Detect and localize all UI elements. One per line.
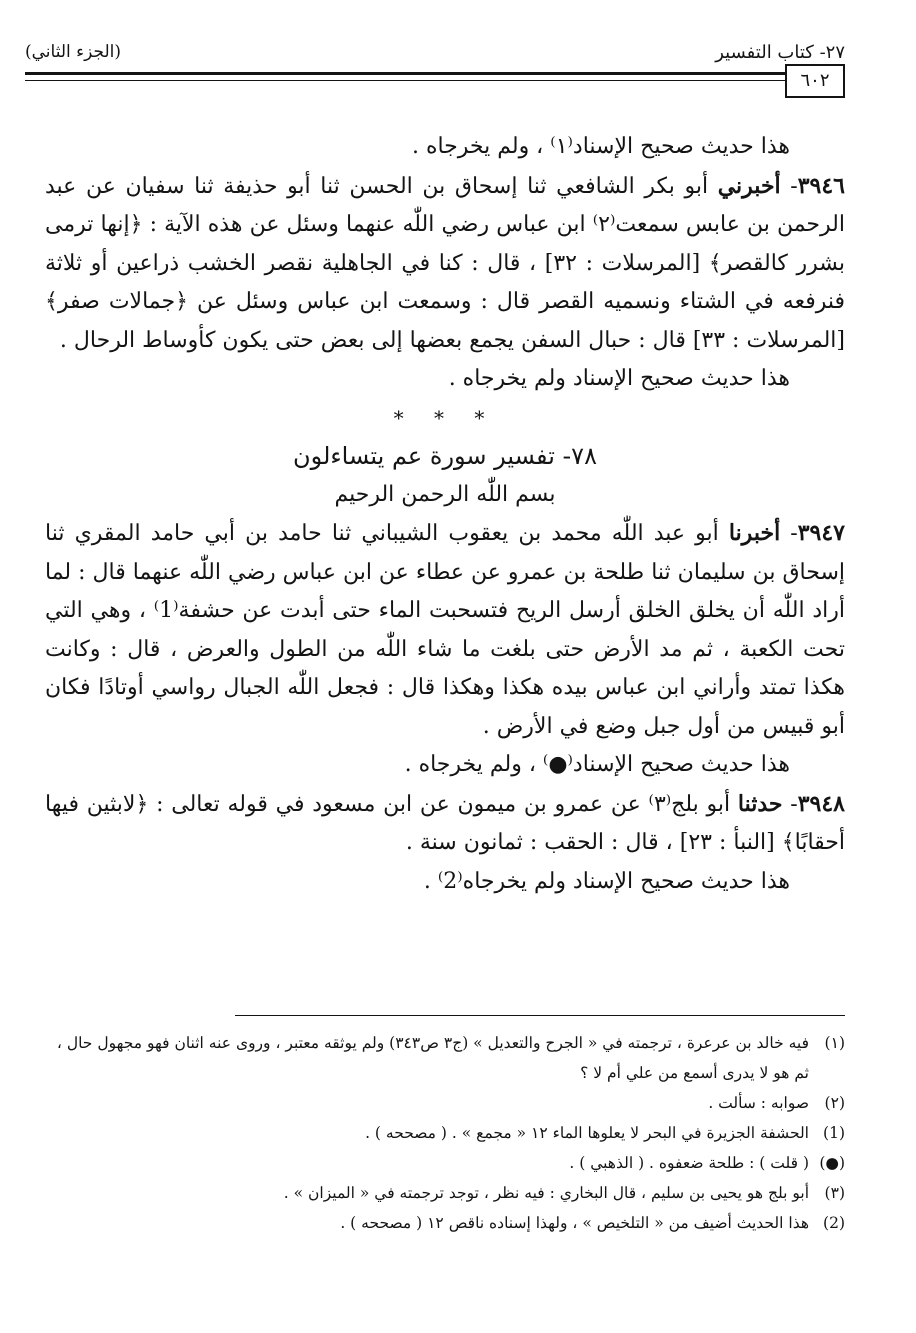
footnote-marker: (1) [823,1124,845,1142]
footnotes [45,1028,845,1238]
main-text [45,128,845,901]
footnote-text: فيه خالد بن عرعرة ، ترجمته في « الجرح والتعديل » (ج٣ ص٣٤٣) ولم يوثقه معتبر ، وروى عنه اثنان فهو مجهول حال ، ثم هو لا يدرى أسمع من علي أم لا ؟ [56,1034,809,1082]
basmala: بسم اللّٰه الرحمن الرحيم [334,481,556,507]
footnote-marker: (١) [824,1034,845,1052]
footnote-text: الحشفة الجزيرة في البحر لا يعلوها الماء ١٢ « مجمع » . ( مصححه ) . [365,1124,809,1142]
footnote [45,1208,845,1238]
footnote-marker: (٢) [824,1094,845,1112]
hadith-number: ٣٩٤٧ [797,520,845,546]
header-rule-thick [25,72,785,75]
text-line: هذا حديث صحيح الإسناد ولم يخرجاه⁽2⁾ . [423,868,790,894]
footnote [45,1088,845,1118]
text-line: هذا حديث صحيح الإسناد⁽١⁾ ، ولم يخرجاه . [411,134,790,159]
footnote-marker: (●) [819,1154,845,1172]
hadith-number: ٣٩٤٦ [797,172,845,199]
hadith-paragraph: ٣٩٤٦- أخبرني أبو بكر الشافعي ثنا إسحاق بن الحسن ثنا أبو حذيفة ثنا سفيان عن عبد الرحمن بن عابس سمعت⁽٢⁾ ابن عباس رضي اللّٰه عنهما وسئل عن هذه الآية : ﴿إنها ترمى بشرر كالقصر﴾ [المرسلات : ٣٢] ، قال : كنا في الجاهلية نقصر الخشب ذراعين أو ثلاثة فنرفعه في الشتاء ونسميه القصر قال : وسمعت ابن عباس وسئل عن ﴿جمالات صفر﴾ [المرسلات : ٣٣] قال : حبال السفن يجمع بعضها إلى بعض حتى يكون كأوساط الرحال . [45,172,845,353]
footnote-text: أبو بلج هو يحيى بن سليم ، قال البخاري : فيه نظر ، توجد ترجمته في « الميزان » . [283,1184,809,1202]
footnote-marker: (2) [823,1214,845,1232]
page-number: ٦٠٢ [785,64,845,98]
hadith-number: ٣٩٤٨ [797,790,845,817]
hadith-text: أبو بلج⁽٣⁾ عن عمرو بن ميمون عن ابن مسعود في قوله تعالى : ﴿لابثين فيها أحقابًا﴾ [النبأ : ٢٣] ، قال : الحقب : ثمانون سنة . [45,791,845,855]
hadith-paragraph: ٣٩٤٧- أخبرنا أبو عبد اللّٰه محمد بن يعقوب الشيباني ثنا حامد بن أبي حامد المقري ثنا إسحاق بن سليمان ثنا طلحة بن عمرو عن عطاء عن ابن عباس رضي اللّٰه عنهما قال : لما أراد اللّٰه أن يخلق الخلق أرسل الريح فتسحبت الماء حتى أبدت عن حشفة⁽1⁾ ، وهي التي تحت الكعبة ، ثم مد الأرض حتى بلغت ما شاء اللّٰه من الطول والعرض ، قال : وكانت هكذا تمتد وأراني ابن عباس بيده هكذا وهكذا قال : فجعل اللّٰه الجبال رواسي أوتادًا فكان أبو قبيس من أول جبل وضع في الأرض . [45,520,845,739]
volume-label: (الجزء الثاني) [25,42,122,62]
narration-keyword: حدثنا [737,790,783,817]
narration-keyword: أخبرني [717,172,781,199]
footnote [45,1028,845,1088]
hadith-paragraph: ٣٩٤٨- حدثنا أبو بلج⁽٣⁾ عن عمرو بن ميمون عن ابن مسعود في قوله تعالى : ﴿لابثين فيها أحقابًا﴾ [النبأ : ٢٣] ، قال : الحقب : ثمانون سنة . [45,790,845,855]
footnote-text: هذا الحديث أضيف من « التلخيص » ، ولهذا إسناده ناقص ١٢ ( مصححه ) . [340,1214,809,1232]
running-header [25,42,845,92]
text-line: هذا حديث صحيح الإسناد ولم يخرجاه . [448,366,790,391]
section-divider: * * * [393,405,497,430]
hadith-text: أبو عبد اللّٰه محمد بن يعقوب الشيباني ثنا حامد بن أبي حامد المقري ثنا إسحاق بن سليمان ثنا طلحة بن عمرو عن عطاء عن ابن عباس رضي اللّٰه عنهما قال : لما أراد اللّٰه أن يخلق الخلق أرسل الريح فتسحبت الماء حتى أبدت عن حشفة⁽1⁾ ، وهي التي تحت الكعبة ، ثم مد الأرض حتى بلغت ما شاء اللّٰه من الطول والعرض ، قال : وكانت هكذا تمتد وأراني ابن عباس بيده هكذا وهكذا قال : فجعل اللّٰه الجبال رواسي أوتادًا فكان أبو قبيس من أول جبل وضع في الأرض . [45,521,845,739]
surah-title: ٧٨- تفسير سورة عم يتساءلون [293,442,597,470]
book-title: ٢٧- كتاب التفسير [715,42,845,63]
footnote-text: ( قلت ) : طلحة ضعفوه . ( الذهبي ) . [569,1154,809,1172]
footnote-separator [235,1015,845,1016]
hadith-text: أبو بكر الشافعي ثنا إسحاق بن الحسن ثنا أبو حذيفة ثنا سفيان عن عبد الرحمن بن عابس سمعت⁽٢⁾ ابن عباس رضي اللّٰه عنهما وسئل عن هذه الآية : ﴿إنها ترمى بشرر كالقصر﴾ [المرسلات : ٣٢] ، قال : كنا في الجاهلية نقصر الخشب ذراعين أو ثلاثة فنرفعه في الشتاء ونسميه القصر قال : وسمعت ابن عباس وسئل عن ﴿جمالات صفر﴾ [المرسلات : ٣٣] قال : حبال السفن يجمع بعضها إلى بعض حتى يكون كأوساط الرحال . [45,173,845,353]
footnote [45,1118,845,1148]
footnote [45,1178,845,1208]
footnote [45,1148,845,1178]
narration-keyword: أخبرنا [728,520,781,546]
footnote-marker: (٣) [824,1184,845,1202]
footnote-text: صوابه : سألت . [708,1094,809,1112]
header-rule-thin [25,80,785,81]
text-line: هذا حديث صحيح الإسناد⁽●⁾ ، ولم يخرجاه . [404,752,790,777]
